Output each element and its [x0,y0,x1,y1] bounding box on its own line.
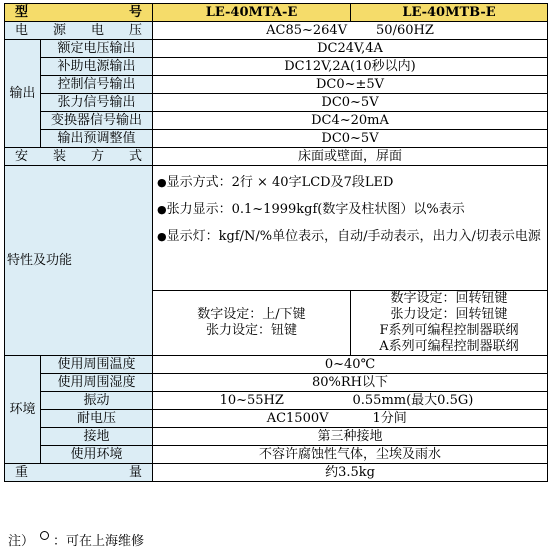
vibration-value-b: 0.55mm(最大0.5G) [351,392,548,410]
ground-row [5,428,548,446]
power-value-a: AC85~264V [266,22,348,38]
temp-label: 使用周围温度 [41,356,153,374]
install-row [5,148,548,166]
inverter-value: DC4~20mA [153,112,548,130]
preset-label: 输出预调整值 [41,130,153,148]
note-prefix: 注） [8,534,35,549]
usage-label: 使用环境 [41,446,153,464]
rated-row [5,40,548,58]
humidity-row [5,374,548,392]
inverter-label: 变换器信号输出 [41,112,153,130]
features-row [5,166,548,291]
bullet-icon: ● [157,176,167,189]
features-content [153,166,548,291]
header-row [5,4,548,22]
feature-line-lamps: ●显示灯：kgf/N/%单位表示，自动/手动表示，出力入/切表示电源 [157,229,541,244]
usage-row [5,446,548,464]
mta-settings [153,291,351,356]
withstand-label: 耐电压 [41,410,153,428]
power-value [153,22,548,40]
aux-label: 补助电源输出 [41,58,153,76]
aux-value: DC12V,2A(10秒以内) [153,58,548,76]
feature-line-display: ●显示方式：2行 × 40字LCD及7段LED [157,175,394,190]
tension-row [5,94,548,112]
features-label: 特性及功能 [5,166,153,356]
temp-row [5,356,548,374]
model-a: LE-40MTA-E [153,4,351,22]
mtb-setting-1: 数字设定：回转钮键 [390,291,508,306]
bullet-icon: ● [157,230,167,243]
preset-value: DC0~5V [153,130,548,148]
weight-row [5,464,548,482]
mtb-setting-3: F系列可编程控制器联纲 [379,323,519,338]
power-value-b: 50/60HZ [376,22,434,38]
footnote [8,530,144,549]
preset-row [5,130,548,148]
tension-label: 张力信号输出 [41,94,153,112]
usage-value: 不容许腐蚀性气体，尘埃及雨水 [153,446,548,464]
power-row [5,22,548,40]
install-value: 床面或壁面，屏面 [153,148,548,166]
bullet-icon: ● [157,203,167,216]
temp-value: 0~40℃ [153,356,548,374]
humidity-value: 80%RH以下 [153,374,548,392]
note-text: ：可在上海维修 [53,534,145,549]
control-value: DC0~±5V [153,76,548,94]
mta-setting-2: 张力设定：钮键 [205,323,297,338]
control-row [5,76,548,94]
ground-label: 接地 [41,428,153,446]
inverter-row [5,112,548,130]
power-label: 电 源 电 压 [5,22,153,40]
rated-label: 额定电压输出 [41,40,153,58]
mtb-settings [351,291,548,356]
install-label: 安 装 方 式 [5,148,153,166]
mta-setting-1: 数字设定：上/下键 [197,307,306,322]
vibration-value-a: 10~55HZ [153,392,351,410]
mtb-setting-4: A系列可编程控制器联纲 [379,339,519,354]
withstand-value-b: 1分间 [351,410,548,428]
environment-group-label: 环境 [5,356,41,464]
mtb-setting-2: 张力设定：回转钮键 [390,307,508,322]
spec-table [4,3,548,482]
vibration-label: 振动 [41,392,153,410]
withstand-row [5,410,548,428]
ground-value: 第三种接地 [153,428,548,446]
humidity-label: 使用周围湿度 [41,374,153,392]
model-b: LE-40MTB-E [351,4,548,22]
vibration-row [5,392,548,410]
withstand-value-a: AC1500V [153,410,351,428]
tension-value: DC0~5V [153,94,548,112]
feature-line-tension: ●张力显示：0.1~1999kgf(数字及柱状图）以%表示 [157,202,465,217]
model-label: 型 号 [5,4,153,22]
aux-row [5,58,548,76]
weight-label: 重 量 [5,464,153,482]
circle-icon [40,531,49,540]
output-group-label: 输出 [5,40,41,148]
rated-value: DC24V,4A [153,40,548,58]
weight-value: 约3.5kg [153,464,548,482]
control-label: 控制信号输出 [41,76,153,94]
